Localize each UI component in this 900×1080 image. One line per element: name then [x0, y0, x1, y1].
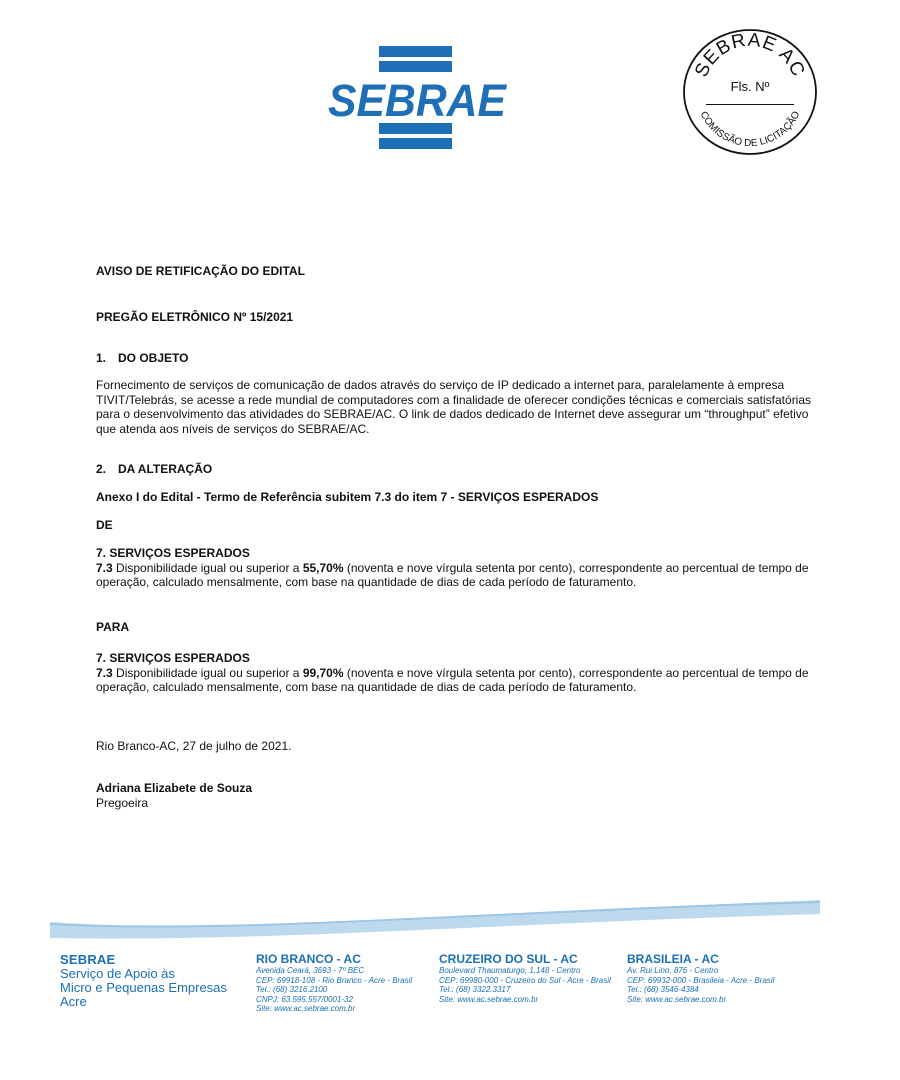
para-item: 7.3 [96, 665, 113, 680]
de-text [96, 561, 812, 590]
office-line: Avenida Ceará, 3693 - 7º BEC [256, 966, 365, 975]
office-line: CEP: 69980-000 - Cruzeiro do Sul - Acre - Brasil [439, 975, 611, 985]
para-heading: 7. SERVIÇOS ESPERADOS [96, 651, 250, 665]
de-block [96, 546, 812, 590]
signature-block [96, 781, 812, 810]
de-label: DE [96, 518, 113, 532]
footer-office-brasileia [627, 952, 817, 1004]
para-value: 99,70% [302, 665, 344, 680]
para-after: (noventa e nove vírgula setenta por cento), correspondente ao percentual de tempo de operação, calculado mensalmente, com base na quantidade de dias de cada período de faturamento. [96, 665, 809, 694]
office-name: BRASILEIA - AC [627, 952, 719, 966]
de-before: Disponibilidade igual ou superior a [112, 560, 303, 575]
office-line: Site: www.ac.sebrae.com.br [439, 994, 539, 1004]
commission-stamp [682, 28, 818, 156]
section-1-heading [96, 351, 812, 366]
office-name: RIO BRANCO - AC [256, 952, 361, 966]
sebrae-logo [326, 44, 508, 154]
section-1-text: Fornecimento de serviços de comunicação de dados através do serviço de IP dedicado a internet para, paralelamente à empresa TIVIT/Telebrás, se acesse a rede mundial de computadores com a finalidade de oferecer condições técnicas e comerciais satisfatórias para o desenvolvimento das atividades do SEBRAE/AC. O link de dados dedicado de Internet deve assegurar um “throughput” efetivo que atenda aos níveis de serviços do SEBRAE/AC. [96, 378, 812, 436]
stamp-line [706, 104, 794, 105]
section-2-heading [96, 462, 812, 477]
office-line: CEP: 69932-000 - Brasileia - Acre - Brasil [627, 975, 775, 985]
section-1-number: 1. [96, 351, 107, 365]
section-2-title: DA ALTERAÇÃO [118, 462, 213, 476]
office-line: CEP: 69918-108 - Rio Branco - Acre - Brasil [256, 975, 413, 985]
footer-office-cruzeiro-do-sul [439, 952, 629, 1004]
section-1-title: DO OBJETO [118, 351, 189, 365]
stamp-center-text: Fls. Nº [730, 79, 770, 94]
anexo-reference: Anexo I do Edital - Termo de Referência subitem 7.3 do item 7 - SERVIÇOS ESPERADOS [96, 490, 599, 504]
footer-org-name: SEBRAE [60, 952, 116, 967]
de-heading: 7. SERVIÇOS ESPERADOS [96, 546, 250, 560]
office-line: Site: www.ac.sebrae.com.br [627, 994, 727, 1004]
signatory-name: Adriana Elizabete de Souza [96, 781, 253, 795]
footer-wave [50, 884, 820, 944]
stamp-bottom-text: COMISSÃO DE LICITAÇÃO [697, 109, 803, 150]
para-text [96, 666, 812, 695]
document-date: Rio Branco-AC, 27 de julho de 2021. [96, 739, 292, 753]
para-block [96, 651, 812, 695]
office-line: Tel.: (68) 3322.3317 [439, 985, 511, 994]
pregao-number: PREGÃO ELETRÔNICO Nº 15/2021 [96, 310, 294, 324]
office-line: Av. Rui Lino, 876 - Centro [627, 966, 719, 975]
office-line: CNPJ: 63.595.557/0001-32 [256, 994, 353, 1004]
footer-org-desc-3: Acre [60, 994, 87, 1009]
footer-org-desc-1: Serviço de Apoio às [60, 966, 175, 981]
de-item: 7.3 [96, 560, 113, 575]
signatory-role: Pregoeira [96, 795, 149, 810]
logo-text: SEBRAE [328, 75, 508, 126]
office-line: Tel.: (68) 3216.2100 [256, 985, 328, 994]
section-2-number: 2. [96, 462, 107, 476]
document-title: AVISO DE RETIFICAÇÃO DO EDITAL [96, 264, 305, 278]
footer-office-rio-branco [256, 952, 446, 1014]
para-label: PARA [96, 620, 130, 634]
de-value: 55,70% [302, 560, 344, 575]
footer-org-desc-2: Micro e Pequenas Empresas [60, 980, 227, 995]
office-name: CRUZEIRO DO SUL - AC [439, 952, 578, 966]
office-line: Boulevard Thaumaturgo, 1.148 - Centro [439, 966, 581, 975]
office-line: Tel.: (68) 3546-4384 [627, 985, 699, 994]
para-before: Disponibilidade igual ou superior a [112, 665, 303, 680]
svg-text:SEBRAE AC [691, 30, 809, 81]
footer-org [60, 952, 250, 1009]
de-after: (noventa e nove vírgula setenta por cento), correspondente ao percentual de tempo de operação, calculado mensalmente, com base na quantidade de dias de cada período de faturamento. [96, 560, 809, 589]
office-line: Site: www.ac.sebrae.com.br [256, 1004, 356, 1013]
stamp-top-text: SEBRAE AC [691, 29, 809, 81]
